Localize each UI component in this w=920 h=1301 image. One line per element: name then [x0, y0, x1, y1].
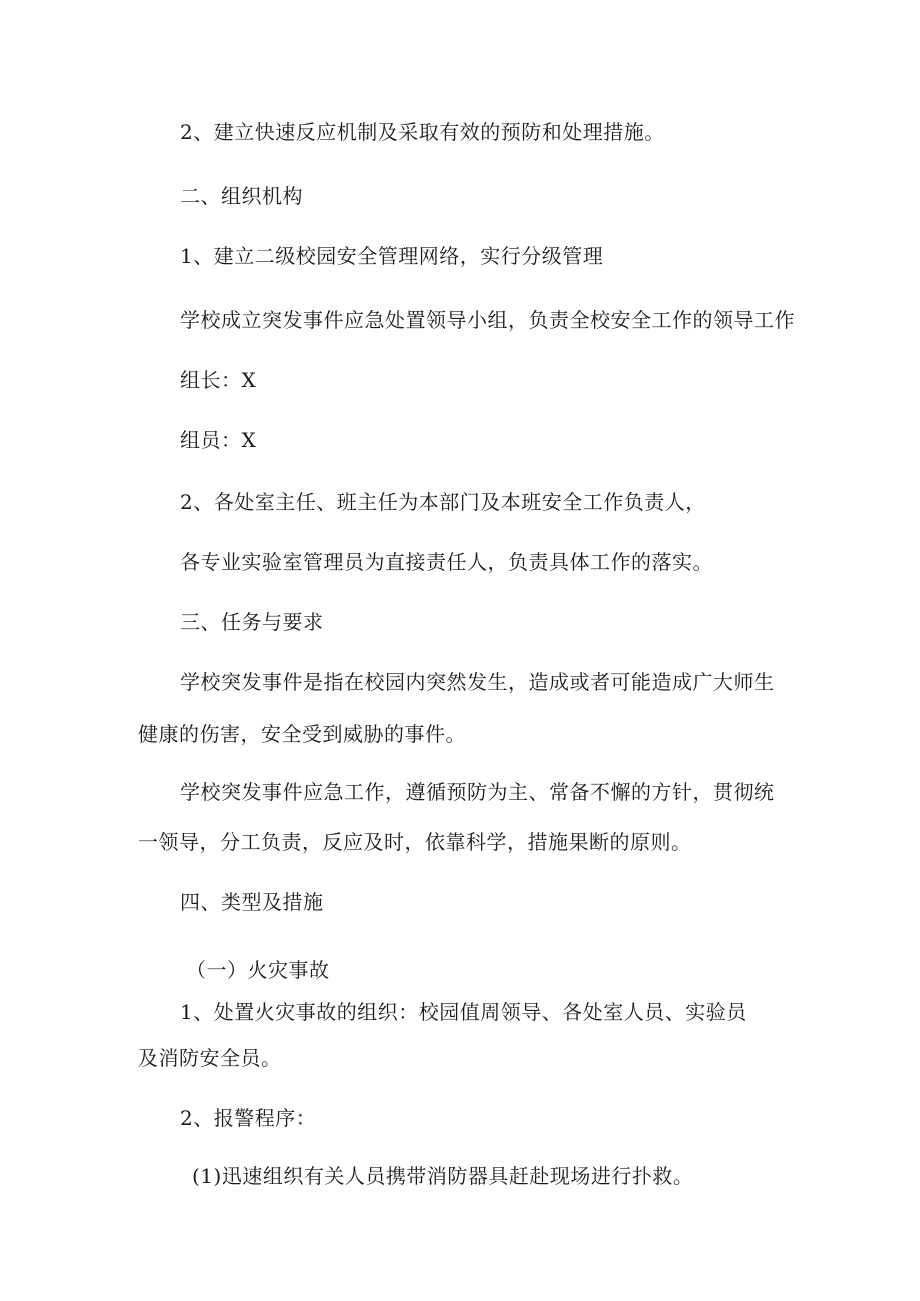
text-line: 组员：X: [180, 428, 257, 452]
text-line: (1)迅速组织有关人员携带消防器具赶赴现场进行扑救。: [192, 1164, 694, 1188]
text-line: 学校突发事件是指在校园内突然发生，造成或者可能造成广大师生: [180, 670, 775, 694]
text-line: 组长：X: [180, 368, 257, 392]
text-line: 1、建立二级校园安全管理网络，实行分级管理: [180, 244, 604, 268]
text-line: 2、报警程序：: [180, 1106, 317, 1130]
section-heading: 二、组织机构: [180, 184, 303, 208]
text-line: 2、建立快速反应机制及采取有效的预防和处理措施。: [180, 120, 665, 144]
section-heading: 三、任务与要求: [180, 610, 324, 634]
section-heading: 四、类型及措施: [180, 890, 324, 914]
text-line: 学校突发事件应急工作，遵循预防为主、常备不懈的方针，贯彻统: [180, 780, 775, 804]
text-line: 学校成立突发事件应急处置领导小组，负责全校安全工作的领导工作: [180, 308, 795, 332]
text-line: 健康的伤害，安全受到威胁的事件。: [138, 722, 466, 746]
text-line: 1、处置火灾事故的组织：校园值周领导、各处室人员、实验员: [180, 1000, 747, 1024]
text-line: 各专业实验室管理员为直接责任人，负责具体工作的落实。: [180, 550, 713, 574]
text-line: 一领导，分工负责，反应及时，依靠科学，措施果断的原则。: [138, 830, 692, 854]
subsection-heading: （一）火灾事故: [186, 958, 330, 982]
text-line: 及消防安全员。: [138, 1046, 282, 1070]
text-line: 2、各处室主任、班主任为本部门及本班安全工作负责人，: [180, 490, 706, 514]
